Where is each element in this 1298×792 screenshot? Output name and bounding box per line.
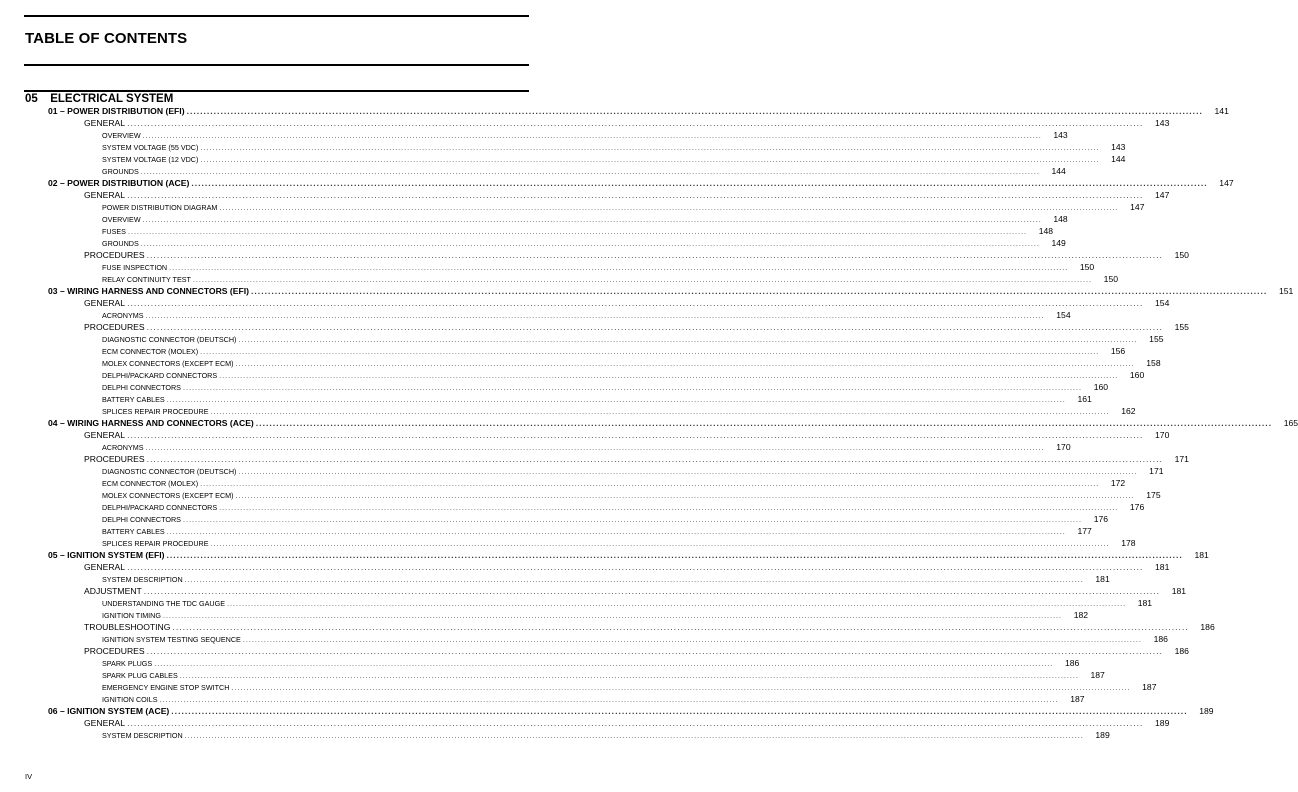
dot-leader: ............................................................................................................................................................................................................................................................................................................ [146,646,1163,656]
toc-chapter-entry[interactable] [24,105,1229,117]
dot-leader: ............................................................................................................................................................................................................................................................................................................ [127,190,1144,200]
toc-entry-title: PROCEDURES [84,454,145,464]
dot-leader: ............................................................................................................................................................................................................................................................................................................ [159,695,1059,704]
toc-subsection-entry[interactable] [24,513,1109,525]
toc-subsection-entry[interactable] [24,597,1153,609]
toc-entry-page: 186 [1200,622,1215,632]
dot-leader: ............................................................................................................................................................................................................................................................................................................ [145,311,1045,320]
toc-subsection-entry[interactable] [24,537,1136,549]
toc-subsection-entry[interactable] [24,489,1161,501]
toc-subsection-entry[interactable] [24,381,1109,393]
toc-entry-page: 177 [1077,526,1092,536]
toc-entry-title: 01 – POWER DISTRIBUTION (EFI) [48,106,185,116]
toc-entry-title: SYSTEM VOLTAGE (12 VDC) [102,155,199,164]
toc-entry-title: 06 – IGNITION SYSTEM (ACE) [48,706,170,716]
toc-entry-page: 155 [1174,322,1189,332]
toc-entry-title: OVERVIEW [102,215,141,224]
toc-entry-page: 155 [1149,334,1164,344]
dot-leader: ............................................................................................................................................................................................................................................................................................................ [200,155,1100,164]
top-rule [24,15,529,17]
dot-leader: ............................................................................................................................................................................................................................................................................................................ [154,659,1054,668]
toc-entry-title: SPARK PLUGS [102,659,153,668]
dot-leader: ............................................................................................................................................................................................................................................................................................................ [200,143,1100,152]
dot-leader: ............................................................................................................................................................................................................................................................................................................ [127,298,1144,308]
toc-entry-page: 149 [1051,238,1066,248]
toc-subsection-entry[interactable] [24,393,1092,405]
toc-chapter-entry[interactable] [24,549,1209,561]
toc-entry-title: MOLEX CONNECTORS (EXCEPT ECM) [102,359,234,368]
title-rule [24,64,529,66]
toc-entry-title: BATTERY CABLES [102,395,165,404]
toc-entry-title: PROCEDURES [84,646,145,656]
dot-leader: ............................................................................................................................................................................................................................................................................................................ [235,359,1135,368]
dot-leader: ............................................................................................................................................................................................................................................................................................................ [191,178,1208,188]
toc-entry-title: 02 – POWER DISTRIBUTION (ACE) [48,178,190,188]
toc-entry-title: PROCEDURES [84,322,145,332]
toc-entry-page: 187 [1142,682,1157,692]
toc-subsection-entry[interactable] [24,201,1145,213]
toc-entry-title: SYSTEM VOLTAGE (55 VDC) [102,143,199,152]
toc-section-entry[interactable] [24,621,1215,633]
toc-entry-page: 151 [1278,286,1294,296]
dot-leader: ............................................................................................................................................................................................................................................................................................................ [169,263,1069,272]
toc-section-entry[interactable] [24,453,1189,465]
toc-subsection-entry[interactable] [24,681,1157,693]
dot-leader: ............................................................................................................................................................................................................................................................................................................ [219,371,1119,380]
toc-entry-title: ECM CONNECTOR (MOLEX) [102,479,199,488]
toc-entry-title: FUSES [102,227,126,236]
dot-leader: ............................................................................................................................................................................................................................................................................................................ [146,322,1163,332]
toc-entry-page: 143 [1155,118,1170,128]
toc-entry-page: 144 [1051,166,1066,176]
toc-entry-page: 172 [1110,478,1126,488]
toc-entry-page: 160 [1093,382,1109,392]
dot-leader: ............................................................................................................................................................................................................................................................................................................ [200,347,1100,356]
toc-subsection-entry[interactable] [24,333,1164,345]
toc-entry-title: DELPHI CONNECTORS [102,515,181,524]
toc-entry-title: SPLICES REPAIR PROCEDURE [102,407,209,416]
toc-entry-page: 176 [1093,514,1109,524]
toc-entry-page: 154 [1155,298,1170,308]
toc-entry-title: GENERAL [84,430,126,440]
toc-entry-page: 189 [1095,730,1110,740]
toc-entry-page: 150 [1103,274,1119,284]
dot-leader: ............................................................................................................................................................................................................................................................................................................ [127,430,1144,440]
toc-subsection-entry[interactable] [24,633,1168,645]
toc-entry-page: 147 [1219,178,1234,188]
toc-section-entry[interactable] [24,645,1189,657]
toc-entry-page: 181 [1155,562,1170,572]
dot-leader: ............................................................................................................................................................................................................................................................................................................ [238,335,1138,344]
dot-leader: ............................................................................................................................................................................................................................................................................................................ [235,491,1135,500]
dot-leader: ............................................................................................................................................................................................................................................................................................................ [184,575,1084,584]
toc-entry-title: OVERVIEW [102,131,141,140]
toc-section-entry[interactable] [24,249,1189,261]
toc-entry-title: GENERAL [84,562,126,572]
dot-leader: ............................................................................................................................................................................................................................................................................................................ [242,635,1142,644]
toc-entry-title: UNDERSTANDING THE TDC GAUGE [102,599,225,608]
toc-entry-title: ECM CONNECTOR (MOLEX) [102,347,199,356]
toc-entry-title: GROUNDS [102,167,139,176]
toc-entry-page: 187 [1070,694,1085,704]
dot-leader: ............................................................................................................................................................................................................................................................................................................ [227,599,1127,608]
dot-leader: ............................................................................................................................................................................................................................................................................................................ [210,539,1110,548]
toc-entry-page: 141 [1214,106,1229,116]
toc-section-entry[interactable] [24,297,1170,309]
toc-list [24,105,1298,741]
dot-leader: ............................................................................................................................................................................................................................................................................................................ [231,683,1131,692]
page-title: TABLE OF CONTENTS [25,30,188,47]
toc-entry-page: 150 [1079,262,1095,272]
toc-entry-title: DELPHI/PACKARD CONNECTORS [102,371,218,380]
section-title: ELECTRICAL SYSTEM [50,93,174,105]
toc-entry-page: 148 [1053,214,1068,224]
toc-entry-title: SYSTEM DESCRIPTION [102,731,183,740]
toc-entry-title: 04 – WIRING HARNESS AND CONNECTORS (ACE) [48,418,254,428]
toc-subsection-entry[interactable] [24,669,1105,681]
dot-leader: ............................................................................................................................................................................................................................................................................................................ [127,718,1144,728]
dot-leader: ............................................................................................................................................................................................................................................................................................................ [186,106,1203,116]
dot-leader: ............................................................................................................................................................................................................................................................................................................ [238,467,1138,476]
dot-leader: ............................................................................................................................................................................................................................................................................................................ [140,239,1040,248]
toc-entry-page: 147 [1155,190,1170,200]
toc-section-entry[interactable] [24,717,1170,729]
toc-subsection-entry[interactable] [24,153,1126,165]
toc-subsection-entry[interactable] [24,141,1126,153]
dot-leader: ............................................................................................................................................................................................................................................................................................................ [166,550,1183,560]
toc-entry-title: IGNITION SYSTEM TESTING SEQUENCE [102,635,241,644]
toc-subsection-entry[interactable] [24,525,1092,537]
toc-subsection-entry[interactable] [24,357,1161,369]
dot-leader: ............................................................................................................................................................................................................................................................................................................ [166,395,1066,404]
dot-leader: ............................................................................................................................................................................................................................................................................................................ [192,275,1093,284]
toc-entry-page: 181 [1194,550,1209,560]
toc-entry-page: 161 [1077,394,1092,404]
toc-subsection-entry[interactable] [24,477,1126,489]
toc-subsection-entry[interactable] [24,657,1080,669]
toc-entry-page: 154 [1056,310,1071,320]
toc-entry-title: 05 – IGNITION SYSTEM (EFI) [48,550,165,560]
page-number: IV [25,772,33,781]
toc-section-entry[interactable] [24,321,1189,333]
toc-entry-page: 147 [1130,202,1145,212]
dot-leader: ............................................................................................................................................................................................................................................................................................................ [210,407,1110,416]
toc-chapter-entry[interactable] [24,177,1234,189]
toc-entry-title: IGNITION COILS [102,695,158,704]
toc-entry-title: EMERGENCY ENGINE STOP SWITCH [102,683,230,692]
dot-leader: ............................................................................................................................................................................................................................................................................................................ [166,527,1066,536]
toc-section-entry[interactable] [24,561,1170,573]
toc-entry-title: POWER DISTRIBUTION DIAGRAM [102,203,218,212]
toc-entry-page: 178 [1121,538,1136,548]
toc-entry-page: 181 [1171,586,1187,596]
toc-entry-title: SYSTEM DESCRIPTION [102,575,183,584]
toc-entry-page: 144 [1111,154,1126,164]
toc-entry-title: PROCEDURES [84,250,145,260]
dot-leader: ............................................................................................................................................................................................................................................................................................................ [172,622,1189,632]
dot-leader: ............................................................................................................................................................................................................................................................................................................ [219,503,1119,512]
dot-leader: ............................................................................................................................................................................................................................................................................................................ [200,479,1100,488]
toc-entry-page: 186 [1174,646,1189,656]
toc-entry-title: GENERAL [84,298,126,308]
dot-leader: ............................................................................................................................................................................................................................................................................................................ [251,286,1268,296]
toc-entry-title: DELPHI/PACKARD CONNECTORS [102,503,218,512]
toc-entry-title: GENERAL [84,718,126,728]
section-rule [24,90,529,92]
toc-subsection-entry[interactable] [24,165,1066,177]
dot-leader: ............................................................................................................................................................................................................................................................................................................ [127,562,1144,572]
toc-entry-title: GROUNDS [102,239,139,248]
toc-entry-page: 171 [1174,454,1189,464]
toc-entry-page: 176 [1129,502,1145,512]
toc-entry-title: 03 – WIRING HARNESS AND CONNECTORS (EFI) [48,286,250,296]
dot-leader: ............................................................................................................................................................................................................................................................................................................ [182,515,1083,524]
toc-chapter-entry[interactable] [24,285,1294,297]
dot-leader: ............................................................................................................................................................................................................................................................................................................ [127,118,1144,128]
toc-subsection-entry[interactable] [24,501,1145,513]
toc-entry-page: 162 [1121,406,1136,416]
toc-entry-page: 186 [1064,658,1080,668]
toc-entry-title: TROUBLESHOOTING [84,622,171,632]
toc-subsection-entry[interactable] [24,573,1110,585]
toc-entry-page: 181 [1095,574,1110,584]
toc-entry-title: DIAGNOSTIC CONNECTOR (DEUTSCH) [102,467,237,476]
toc-entry-page: 143 [1111,142,1126,152]
toc-entry-page: 186 [1153,634,1168,644]
toc-entry-page: 158 [1146,358,1161,368]
toc-chapter-entry[interactable] [24,417,1298,429]
toc-subsection-entry[interactable] [24,345,1126,357]
toc-entry-page: 170 [1155,430,1170,440]
toc-subsection-entry[interactable] [24,693,1085,705]
toc-entry-page: 156 [1110,346,1126,356]
toc-subsection-entry[interactable] [24,369,1145,381]
toc-entry-title: GENERAL [84,118,126,128]
toc-entry-title: MOLEX CONNECTORS (EXCEPT ECM) [102,491,234,500]
dot-leader: ............................................................................................................................................................................................................................................................................................................ [219,203,1119,212]
toc-entry-page: 165 [1283,418,1298,428]
toc-subsection-entry[interactable] [24,441,1071,453]
toc-section-entry[interactable] [24,585,1187,597]
toc-entry-title: DIAGNOSTIC CONNECTOR (DEUTSCH) [102,335,237,344]
dot-leader: ............................................................................................................................................................................................................................................................................................................ [146,250,1163,260]
toc-entry-title: BATTERY CABLES [102,527,165,536]
dot-leader: ............................................................................................................................................................................................................................................................................................................ [179,671,1079,680]
toc-entry-title: RELAY CONTINUITY TEST [102,275,191,284]
dot-leader: ............................................................................................................................................................................................................................................................................................................ [171,706,1188,716]
section-heading [25,93,173,105]
toc-entry-page: 150 [1174,250,1189,260]
toc-entry-page: 182 [1073,610,1089,620]
toc-section-entry[interactable] [24,189,1170,201]
toc-entry-page: 171 [1149,466,1164,476]
toc-entry-page: 170 [1056,442,1071,452]
toc-subsection-entry[interactable] [24,237,1066,249]
toc-entry-title: IGNITION TIMING [102,611,161,620]
dot-leader: ............................................................................................................................................................................................................................................................................................................ [142,215,1042,224]
dot-leader: ............................................................................................................................................................................................................................................................................................................ [143,586,1161,596]
toc-subsection-entry[interactable] [24,309,1071,321]
dot-leader: ............................................................................................................................................................................................................................................................................................................ [140,167,1040,176]
toc-entry-page: 189 [1199,706,1214,716]
toc-entry-page: 181 [1137,598,1153,608]
dot-leader: ............................................................................................................................................................................................................................................................................................................ [127,227,1028,236]
toc-section-entry[interactable] [24,429,1170,441]
toc-subsection-entry[interactable] [24,213,1068,225]
toc-chapter-entry[interactable] [24,705,1214,717]
toc-entry-title: ADJUSTMENT [84,586,142,596]
toc-subsection-entry[interactable] [24,261,1095,273]
toc-entry-title: SPARK PLUG CABLES [102,671,178,680]
toc-entry-page: 175 [1146,490,1161,500]
dot-leader: ............................................................................................................................................................................................................................................................................................................ [184,731,1084,740]
toc-entry-title: ACRONYMS [102,443,144,452]
toc-subsection-entry[interactable] [24,609,1089,621]
section-number: 05 [25,93,38,105]
toc-entry-title: DELPHI CONNECTORS [102,383,181,392]
toc-subsection-entry[interactable] [24,129,1068,141]
toc-entry-title: ACRONYMS [102,311,144,320]
toc-entry-page: 189 [1155,718,1170,728]
toc-subsection-entry[interactable] [24,273,1119,285]
dot-leader: ............................................................................................................................................................................................................................................................................................................ [145,443,1045,452]
toc-entry-page: 148 [1038,226,1054,236]
toc-subsection-entry[interactable] [24,729,1110,741]
toc-subsection-entry[interactable] [24,225,1054,237]
toc-entry-page: 160 [1129,370,1145,380]
toc-entry-page: 187 [1090,670,1105,680]
dot-leader: ............................................................................................................................................................................................................................................................................................................ [182,383,1083,392]
toc-entry-title: GENERAL [84,190,126,200]
dot-leader: ............................................................................................................................................................................................................................................................................................................ [146,454,1163,464]
toc-entry-title: SPLICES REPAIR PROCEDURE [102,539,209,548]
dot-leader: ............................................................................................................................................................................................................................................................................................................ [162,611,1063,620]
toc-subsection-entry[interactable] [24,405,1136,417]
toc-section-entry[interactable] [24,117,1170,129]
dot-leader: ............................................................................................................................................................................................................................................................................................................ [255,418,1273,428]
toc-entry-page: 143 [1053,130,1068,140]
dot-leader: ............................................................................................................................................................................................................................................................................................................ [142,131,1042,140]
toc-entry-title: FUSE INSPECTION [102,263,168,272]
toc-subsection-entry[interactable] [24,465,1164,477]
